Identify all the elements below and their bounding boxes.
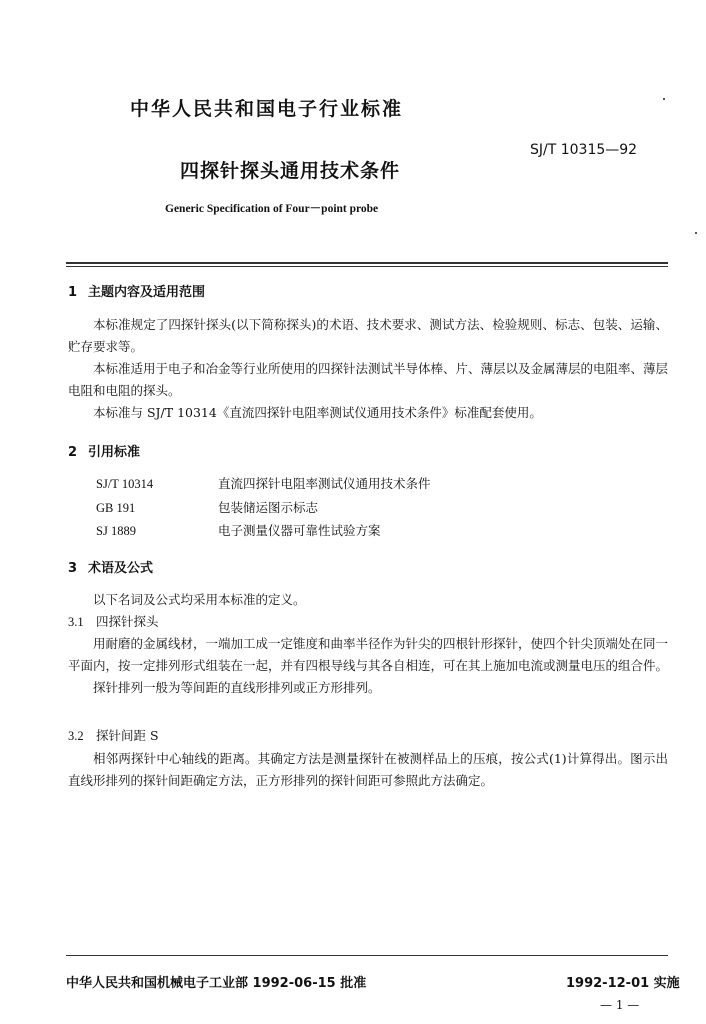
reference-code: SJ/T 10314 (96, 477, 154, 491)
subsection-number: 3.2 (68, 729, 84, 743)
reference-row (96, 474, 431, 492)
section-3-intro (68, 589, 668, 611)
subsection-3-2-body (68, 748, 668, 792)
paragraph: 本标准与 SJ/T 10314《直流四探针电阻率测试仪通用技术条件》标准配套使用。 (93, 405, 542, 420)
paragraph: 以下名词及公式均采用本标准的定义。 (93, 592, 306, 607)
standard-category-heading: 中华人民共和国电子行业标准 (130, 98, 404, 120)
effective-date: 1992-12-01 实施 (566, 976, 680, 991)
subsection-title: 探针间距 S (96, 728, 159, 743)
reference-name: 直流四探针电阻率测试仪通用技术条件 (218, 476, 431, 491)
subsection-title: 四探针探头 (96, 614, 159, 629)
reference-code: GB 191 (96, 501, 136, 515)
section-title: 引用标准 (88, 445, 141, 460)
section-1-body (68, 314, 668, 424)
section-2-heading (68, 441, 140, 460)
subsection-3-1-heading (68, 612, 159, 630)
paragraph: 相邻两探针中心轴线的距离。其确定方法是测量探针在被测样品上的压痕，按公式(1)计算得出。图示出直线形排列的探针间距确定方法，正方形排列的探针间距可参照此方法确定。 (68, 751, 668, 788)
reference-code: SJ 1889 (96, 524, 136, 538)
page-number: — 1 — (600, 998, 640, 1012)
reference-name: 包装储运图示标志 (218, 500, 319, 515)
paragraph: 本标准规定了四探针探头(以下简称探头)的术语、技术要求、测试方法、检验规则、标志、包装、运输、贮存要求等。 (68, 317, 668, 354)
reference-row (96, 498, 318, 516)
section-3-heading (68, 557, 153, 576)
section-number: 1 (68, 285, 78, 300)
paragraph: 本标准适用于电子和冶金等行业所使用的四探针法测试半导体棒、片、薄层以及金属薄层的电阻率、薄层电阻和电阻的探头。 (68, 361, 669, 398)
subsection-number: 3.1 (68, 615, 84, 629)
document-title-cn: 四探针探头通用技术条件 (180, 160, 401, 182)
subsection-3-1-body (68, 633, 668, 699)
approval-line: 中华人民共和国机械电子工业部 1992-06-15 批准 (66, 976, 367, 991)
subsection-3-2-heading (68, 726, 159, 744)
section-title: 主题内容及适用范围 (88, 285, 206, 300)
section-title: 术语及公式 (88, 561, 154, 576)
footer-divider (66, 955, 668, 956)
standard-code: SJ/T 10315—92 (530, 142, 638, 158)
section-number: 3 (68, 561, 78, 576)
paragraph: 探针排列一般为等间距的直线形排列或正方形排列。 (93, 680, 381, 695)
section-1-heading (68, 281, 205, 300)
section-number: 2 (68, 445, 78, 460)
reference-name: 电子测量仪器可靠性试验方案 (218, 523, 381, 538)
paragraph: 用耐磨的金属线材，一端加工成一定锥度和曲率半径作为针尖的四根针形探针，使四个针尖顶端处在同一平面内，按一定排列形式组装在一起，并有四根导线与其各自相连，可在其上施加电流或测量电压的组合件。 (68, 636, 669, 673)
scan-speck (663, 98, 665, 100)
document-title-en: Generic Specification of Four－point probe (165, 203, 379, 215)
header-divider-thin (66, 266, 668, 267)
reference-row (96, 521, 381, 539)
scan-speck (695, 232, 697, 234)
header-divider (66, 262, 668, 264)
